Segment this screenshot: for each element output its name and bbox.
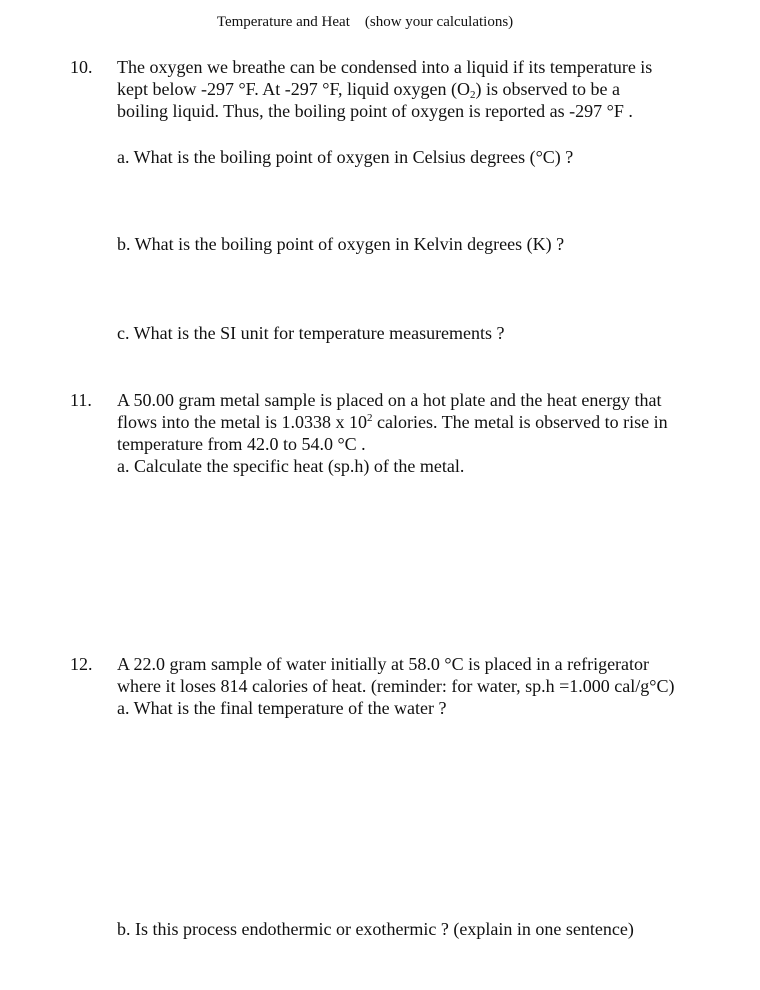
question-line — [117, 78, 717, 100]
question-number: 12. — [70, 654, 93, 674]
question-number: 10. — [70, 57, 93, 77]
question-line: A 50.00 gram metal sample is placed on a hot plate and the heat energy that — [117, 390, 662, 410]
question-line — [117, 411, 717, 433]
superscript: 2 — [366, 412, 373, 424]
question-line: temperature from 42.0 to 54.0 °C . — [117, 434, 366, 454]
question-text — [117, 389, 717, 477]
text-fragment: calories. The metal is observed to rise in — [372, 412, 668, 432]
question-line: A 22.0 gram sample of water initially at 58.0 °C is placed in a refrigerator — [117, 654, 650, 674]
question-10-part-c: c. What is the SI unit for temperature measurements ? — [117, 323, 505, 343]
question-line: where it loses 814 calories of heat. (reminder: for water, sp.h =1.000 cal/g°C) — [117, 676, 675, 696]
question-number: 11. — [70, 390, 92, 410]
page-title: Temperature and Heat — [216, 14, 350, 30]
question-line: boiling liquid. Thus, the boiling point of oxygen is reported as -297 °F . — [117, 101, 633, 121]
text-fragment: kept below -297 °F. At -297 °F, liquid oxygen (O — [117, 79, 470, 99]
question-text — [117, 653, 717, 719]
text-fragment: flows into the metal is 1.0338 x 10 — [117, 412, 367, 432]
question-10-part-b: b. What is the boiling point of oxygen in Kelvin degrees (K) ? — [117, 234, 565, 254]
page-instruction: (show your calculations) — [364, 14, 514, 30]
question-line: The oxygen we breathe can be condensed into a liquid if its temperature is — [117, 57, 653, 77]
subscript: 2 — [470, 89, 476, 101]
text-fragment: ) is observed to be a — [475, 79, 620, 99]
question-12-part-b: b. Is this process endothermic or exothermic ? (explain in one sentence) — [117, 919, 634, 939]
question-text — [117, 56, 717, 122]
page-header — [0, 14, 730, 31]
question-11-part-a: a. Calculate the specific heat (sp.h) of the metal. — [117, 456, 465, 476]
question-12-part-a: a. What is the final temperature of the water ? — [117, 698, 447, 718]
question-10-part-a: a. What is the boiling point of oxygen in Celsius degrees (°C) ? — [117, 147, 574, 167]
